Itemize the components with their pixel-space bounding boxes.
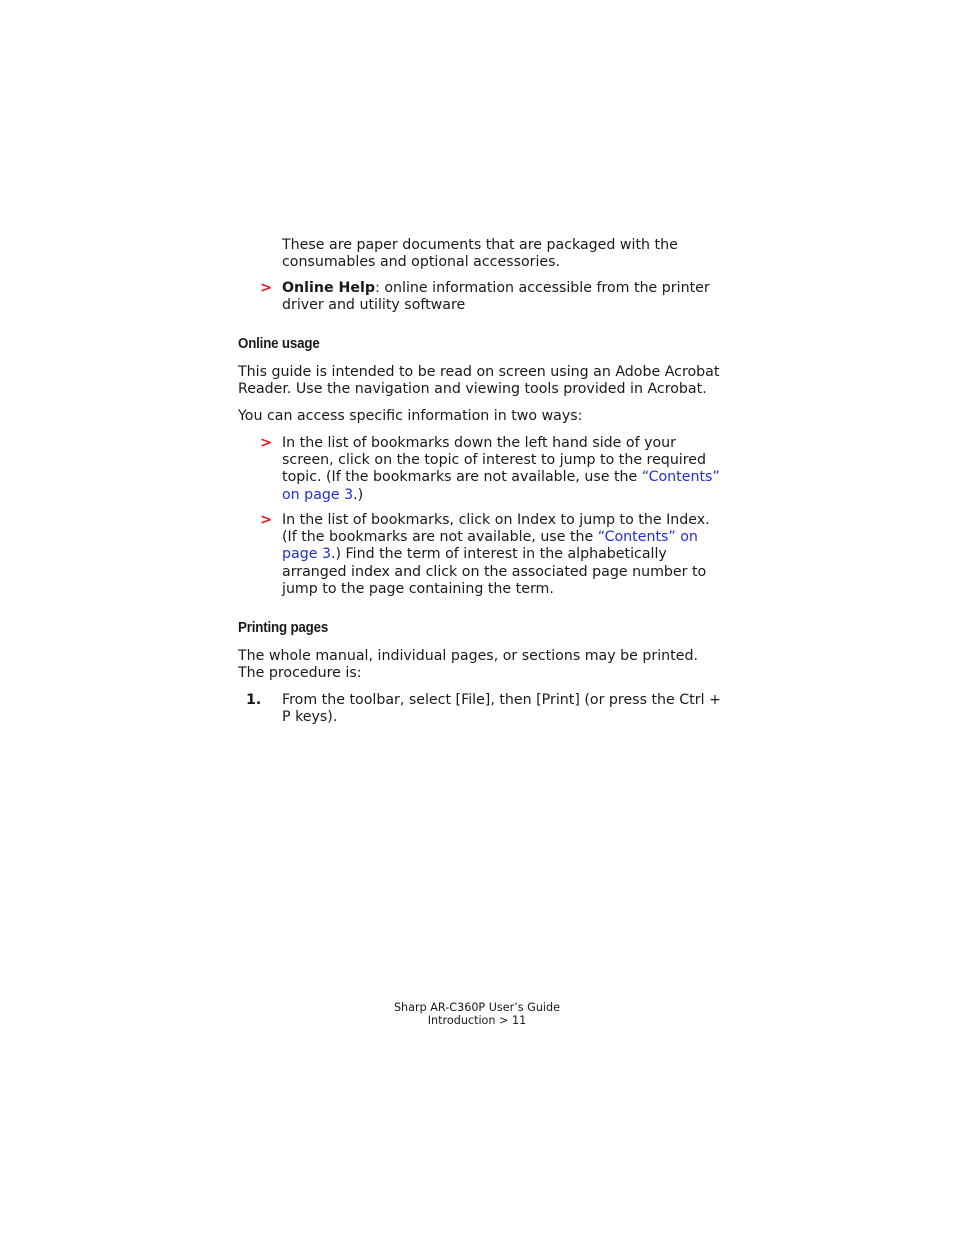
printing-pages-heading: Printing pages — [238, 620, 329, 636]
bookmarks-item-1-text: In the list of bookmarks down the left hand side of your screen, click on the topic of interest to jump to the required topic. (If the bookmarks are not available, use the — [282, 435, 707, 486]
online-usage-paragraph-1: This guide is intended to be read on screen using an Adobe Acrobat Reader. Use the navigation and viewing tools provided in Acrobat. — [238, 364, 720, 398]
bookmarks-item-1-end: .) — [353, 486, 364, 503]
bookmarks-item-2-end: .) Find the term of interest in the alphabetically arranged index and click on the associated page number to jump to the page containing the term. — [282, 546, 707, 597]
footer-page-number: Introduction > 11 — [427, 1014, 527, 1027]
bookmarks-list-item-2 — [282, 512, 722, 598]
online-help-term: Online Help — [282, 280, 376, 296]
contents-link[interactable]: “Contents” on page 3 — [282, 469, 720, 503]
bookmarks-list-item-1 — [282, 435, 722, 504]
online-usage-heading: Online usage — [238, 336, 320, 352]
contents-link[interactable]: “Contents” on page 3 — [282, 529, 698, 563]
bullet-marker: > — [260, 512, 273, 528]
bullet-marker: > — [260, 280, 273, 296]
printing-pages-paragraph: The whole manual, individual pages, or sections may be printed. The procedure is: — [238, 648, 698, 682]
online-help-item — [282, 280, 722, 314]
intro-paragraph: These are paper documents that are packaged with the consumables and optional accessories. — [282, 237, 678, 271]
bullet-marker: > — [260, 435, 273, 451]
footer-guide-title: Sharp AR-C360P User’s Guide — [393, 1001, 561, 1014]
online-help-text: : online information accessible from the printer driver and utility software — [282, 280, 710, 314]
bookmarks-item-2-text: In the list of bookmarks, click on Index to jump to the Index. (If the bookmarks are not available, use the — [282, 512, 710, 546]
online-usage-paragraph-2: You can access specific information in two ways: — [238, 408, 583, 424]
step-number: 1. — [246, 692, 262, 708]
step-1-text: From the toolbar, select [File], then [Print] (or press the Ctrl + P keys). — [282, 692, 721, 726]
